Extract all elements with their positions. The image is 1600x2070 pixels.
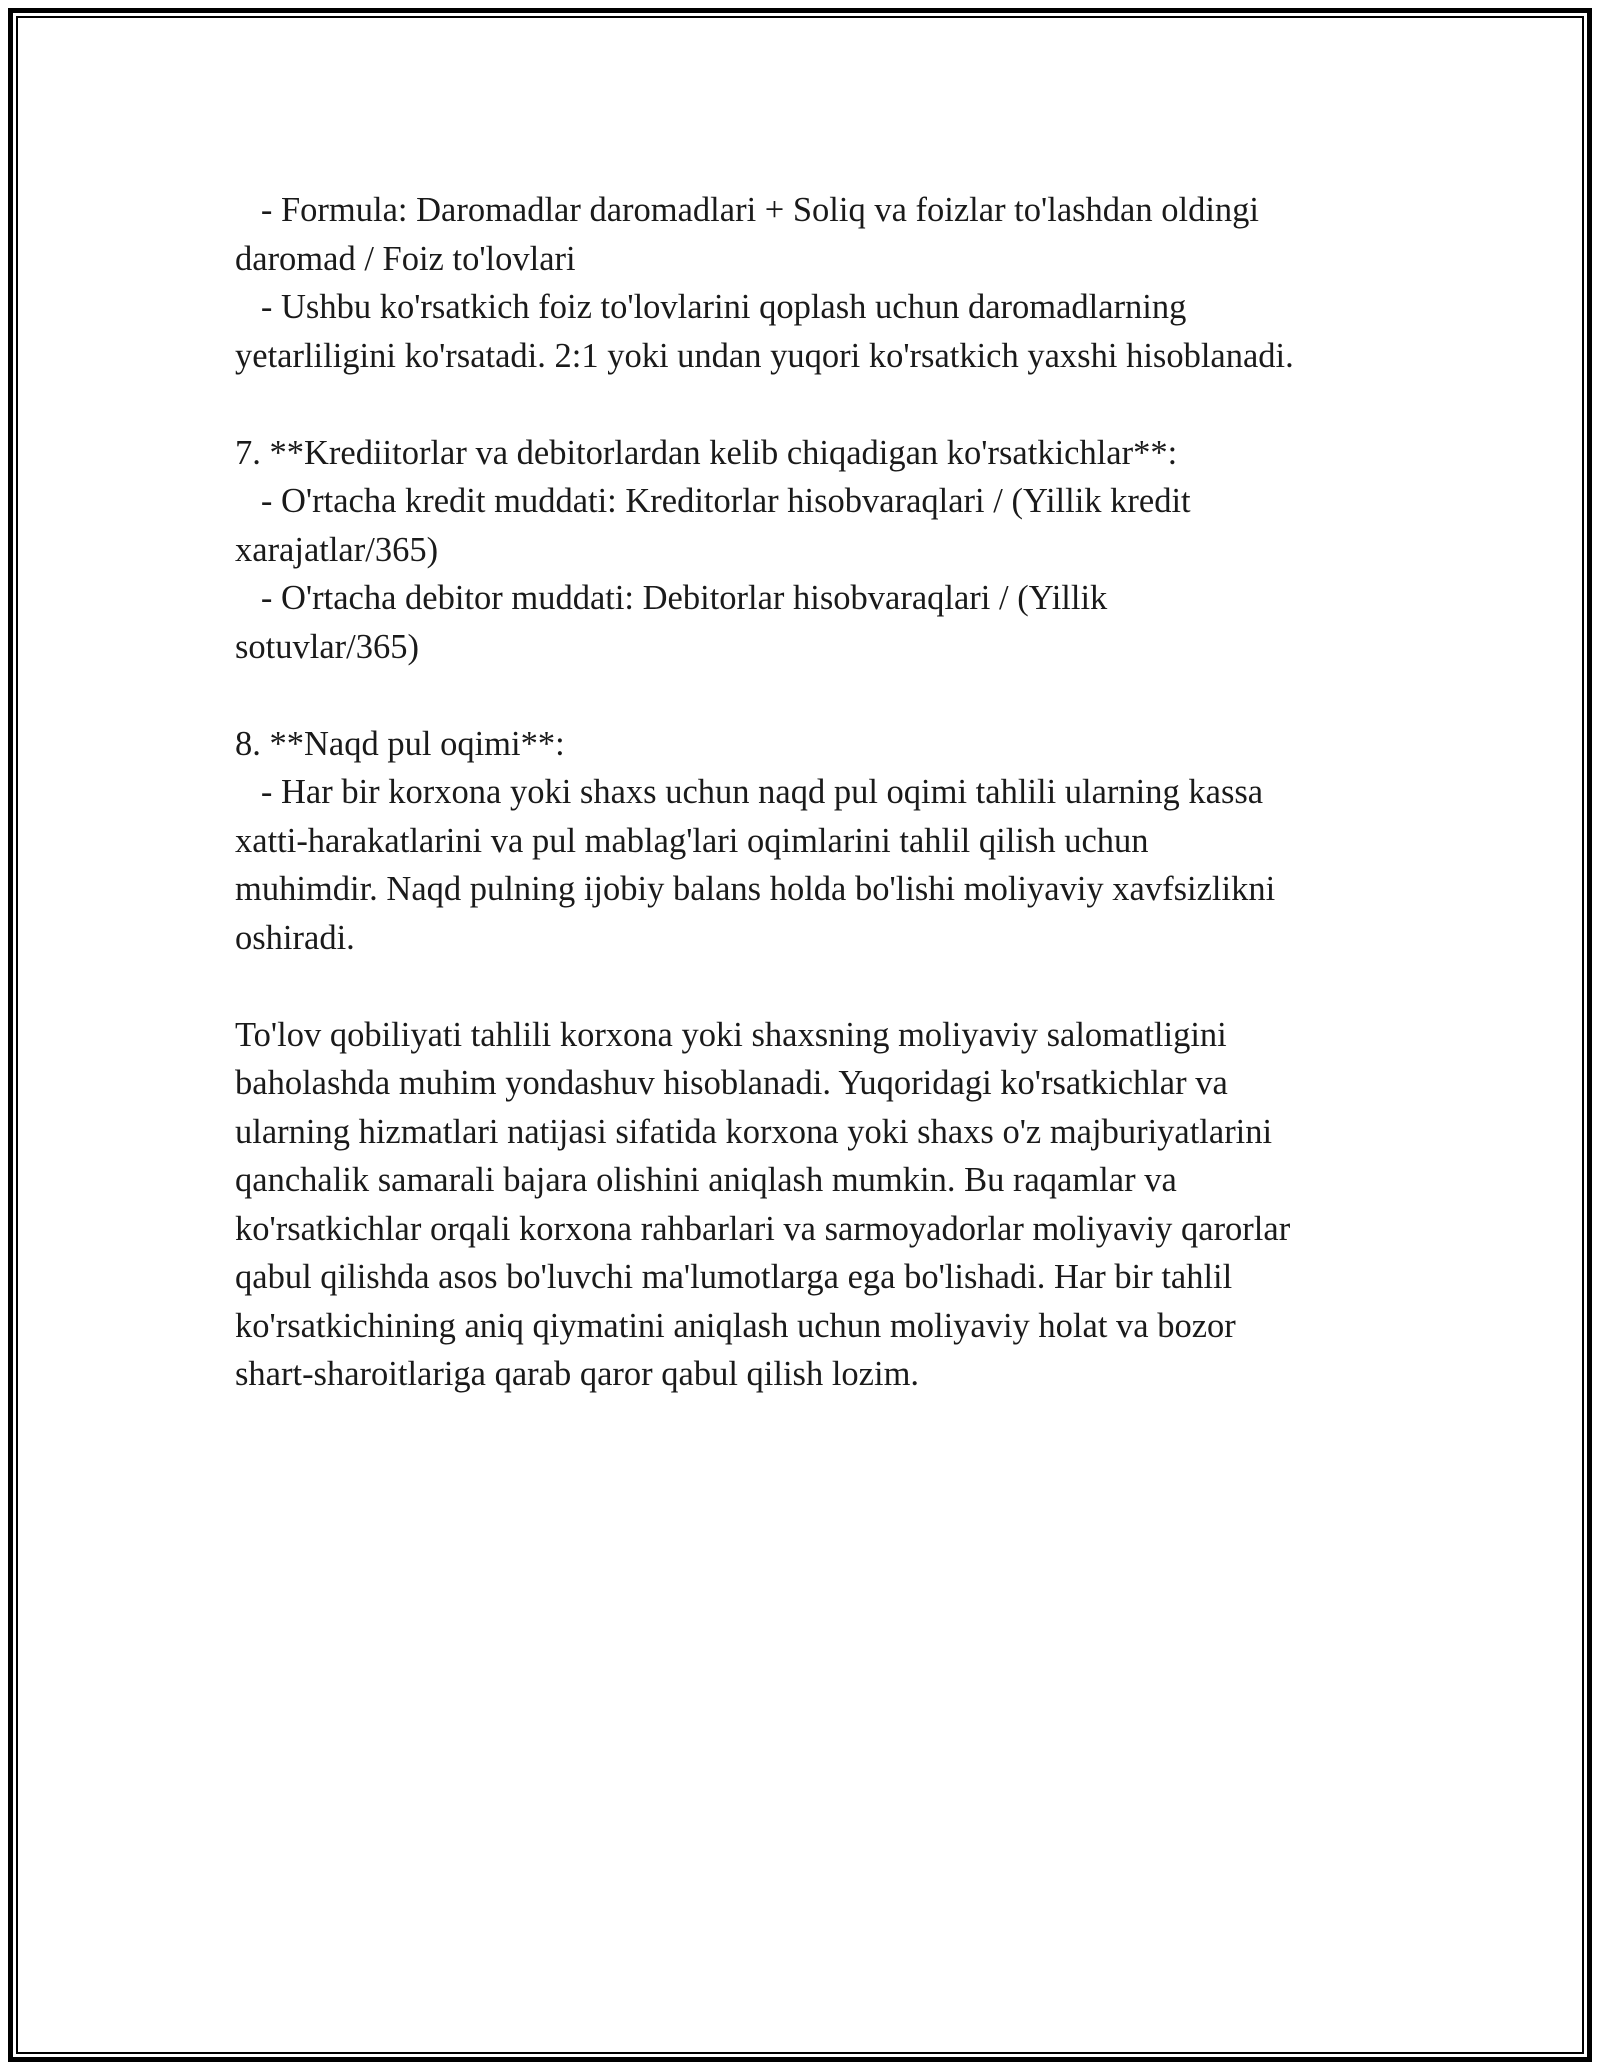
text-line: - Ushbu ko'rsatkich foiz to'lovlarini qoplash uchun daromadlarning <box>235 288 1187 326</box>
text-line: sotuvlar/365) <box>235 627 419 666</box>
section-7-heading <box>235 429 1375 478</box>
text-line: baholashda muhim yondashuv hisoblanadi. Yuqoridagi ko'rsatkichlar va <box>235 1064 1228 1102</box>
text-line: ko'rsatkichining aniq qiymatini aniqlash uchun moliyaviy holat va bozor <box>235 1306 1236 1345</box>
section-heading-line: 8. **Naqd pul oqimi**: <box>235 724 565 763</box>
text-line: - Formula: Daromadlar daromadlari + Soliq va foizlar to'lashdan oldingi <box>235 191 1259 229</box>
text-line: shart-sharoitlariga qarab qaror qabul qilish lozim. <box>235 1355 920 1393</box>
text-line: xarajatlar/365) <box>235 530 439 569</box>
text-line: yetarliligini ko'rsatadi. 2:1 yoki undan yuqori ko'rsatkich yaxshi hisoblanadi. <box>235 336 1294 375</box>
section-8-heading <box>235 720 1375 769</box>
conclusion-paragraph <box>235 1011 1375 1399</box>
text-line: - Har bir korxona yoki shaxs uchun naqd pul oqimi tahlili ularning kassa <box>235 773 1264 811</box>
text-line: qabul qilishda asos bo'luvchi ma'lumotlarga ega bo'lishadi. Har bir tahlil <box>235 1258 1233 1296</box>
document-body <box>235 186 1375 1399</box>
section-heading-line: 7. **Krediitorlar va debitorlardan kelib chiqadigan ko'rsatkichlar**: <box>235 433 1178 472</box>
text-line: - O'rtacha kredit muddati: Kreditorlar hisobvaraqlari / (Yillik kredit <box>235 482 1191 520</box>
formula-item <box>235 186 1375 283</box>
paragraph-spacer <box>235 962 1375 1011</box>
formula-explanation <box>235 283 1375 380</box>
text-line: muhimdir. Naqd pulning ijobiy balans holda bo'lishi moliyaviy xavfsizlikni <box>235 870 1276 908</box>
text-line: qanchalik samarali bajara olishini aniqlash mumkin. Bu raqamlar va <box>235 1161 1177 1199</box>
section-7-debit <box>235 574 1375 671</box>
text-line: daromad / Foiz to'lovlari <box>235 239 576 278</box>
text-line: xatti-harakatlarini va pul mablag'lari oqimlarini tahlil qilish uchun <box>235 821 1149 860</box>
text-line: ko'rsatkichlar orqali korxona rahbarlari va sarmoyadorlar moliyaviy qarorlar <box>235 1209 1291 1248</box>
section-8-body <box>235 768 1375 962</box>
paragraph-spacer <box>235 671 1375 720</box>
text-line: To'lov qobiliyati tahlili korxona yoki shaxsning moliyaviy salomatligini <box>235 1015 1227 1054</box>
text-line: - O'rtacha debitor muddati: Debitorlar hisobvaraqlari / (Yillik <box>235 579 1108 617</box>
text-line: ularning hizmatlari natijasi sifatida korxona yoki shaxs o'z majburiyatlarini <box>235 1112 1273 1151</box>
text-line: oshiradi. <box>235 918 355 957</box>
paragraph-spacer <box>235 380 1375 429</box>
section-7-credit <box>235 477 1375 574</box>
